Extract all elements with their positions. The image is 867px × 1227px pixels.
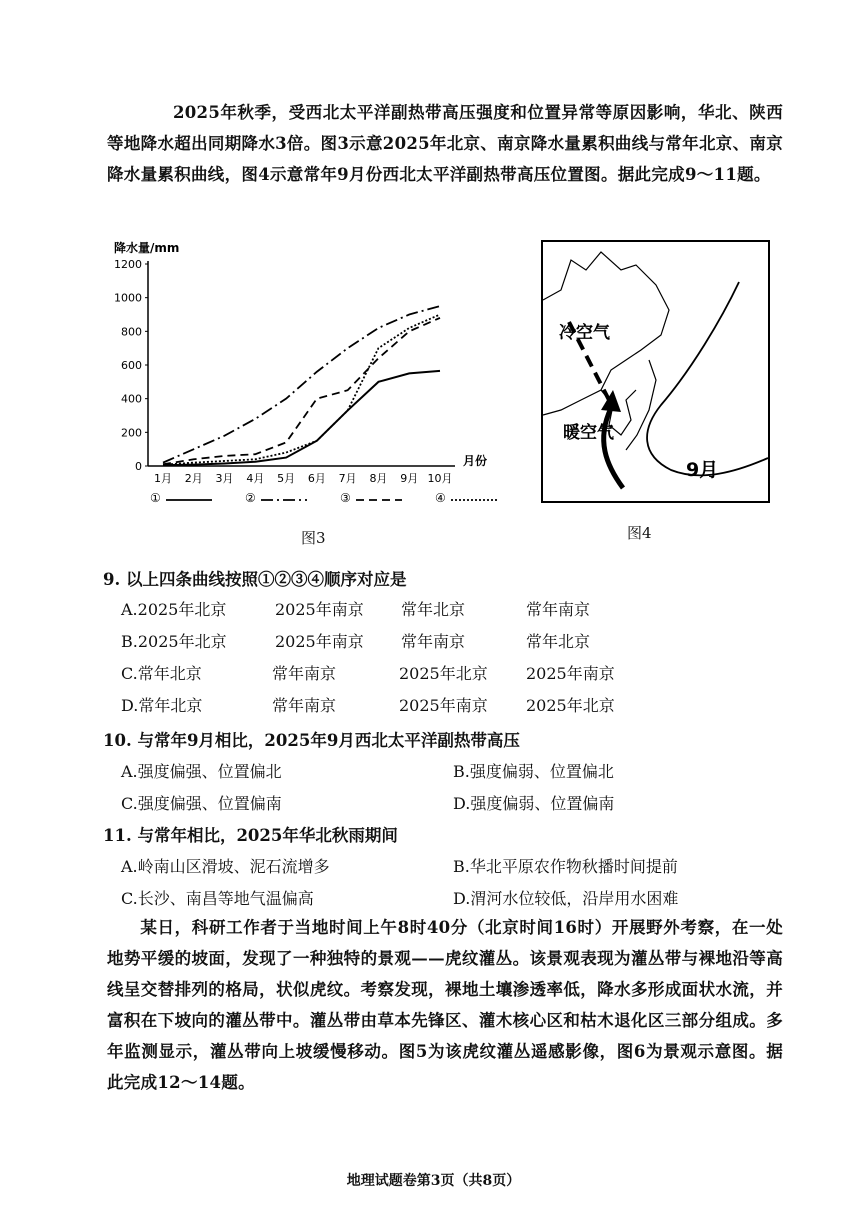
x-axis-ticks [154, 472, 453, 485]
q9-option-a-item: 常年南京 [526, 600, 591, 619]
legend [150, 491, 497, 505]
q9-option-a[interactable]: A.2025年北京 [121, 600, 227, 619]
map-frame [542, 241, 769, 502]
q9-option-d-item: 常年南京 [272, 696, 337, 715]
q9-option-c-item: 2025年北京 [399, 664, 488, 683]
x-tick-label: 8月 [369, 472, 388, 485]
q10-option-a[interactable]: A.强度偏强、位置偏北 [121, 762, 282, 781]
x-tick-label: 4月 [246, 472, 265, 485]
x-tick-label: 2月 [184, 472, 203, 485]
y-axis-ticks [114, 258, 148, 473]
q9-option-c-item: 2025年南京 [526, 664, 615, 683]
q10-option-b[interactable]: B.强度偏弱、位置偏北 [453, 762, 614, 781]
warm-air-label: 暖空气 [563, 423, 614, 443]
q11-option-b[interactable]: B.华北平原农作物秋播时间提前 [453, 857, 678, 876]
x-tick-label: 6月 [307, 472, 326, 485]
legend-label: ② [245, 491, 256, 505]
q9-option-d-item: 2025年北京 [526, 696, 615, 715]
q9-option-a-item: 2025年南京 [275, 600, 364, 619]
y-tick-label: 600 [121, 359, 142, 372]
q9-option-d[interactable]: D.常年北京 [121, 696, 203, 715]
q11-option-c[interactable]: C.长沙、南昌等地气温偏高 [121, 889, 314, 908]
q9-option-b-item: 常年北京 [526, 632, 591, 651]
cold-air-label: 冷空气 [559, 323, 610, 343]
q11-stem: 11. 与常年相比，2025年华北秋雨期间 [103, 826, 398, 845]
x-tick-label: 10月 [427, 472, 453, 485]
legend-label: ③ [340, 491, 351, 505]
q9-stem: 9. 以上四条曲线按照①②③④顺序对应是 [103, 570, 407, 589]
q9-option-d-item: 2025年南京 [399, 696, 488, 715]
q9-option-b-item: 2025年南京 [275, 632, 364, 651]
x-tick-label: 7月 [338, 472, 357, 485]
y-tick-label: 1000 [114, 291, 142, 305]
y-tick-label: 0 [135, 460, 142, 473]
page-footer: 地理试题卷第3页（共8页） [346, 1173, 521, 1189]
figure3-caption: 图3 [301, 529, 326, 547]
q10-option-c[interactable]: C.强度偏强、位置偏南 [121, 794, 282, 813]
q11-option-d[interactable]: D.渭河水位较低，沿岸用水困难 [453, 889, 679, 908]
q9-option-b-item: 常年南京 [401, 632, 466, 651]
q9-option-c[interactable]: C.常年北京 [121, 664, 202, 683]
x-tick-label: 9月 [400, 472, 419, 485]
series-lines [163, 306, 440, 465]
series-line-dashdot [163, 306, 440, 463]
q9-option-a-item: 常年北京 [401, 600, 466, 619]
q10-option-d[interactable]: D.强度偏弱、位置偏南 [453, 794, 615, 813]
y-tick-label: 200 [121, 426, 142, 440]
y-tick-label: 1200 [114, 258, 142, 271]
y-tick-label: 800 [121, 325, 142, 339]
figure4-map [541, 240, 771, 505]
q11-option-a[interactable]: A.岭南山区滑坡、泥石流增多 [121, 857, 330, 876]
intro-paragraph: 2025年秋季，受西北太平洋副热带高压强度和位置异常等原因影响，华北、陕西等地降水超出同期降水3倍。图3示意2025年北京、南京降水量累积曲线与常年北京、南京降水量累积曲线，图4示意常年9月份西北太平洋副热带高压位置图。据此完成9～11题。 [107, 103, 783, 184]
figure3-chart [100, 236, 520, 516]
x-tick-label: 5月 [277, 472, 296, 485]
legend-label: ④ [435, 491, 446, 505]
q10-stem: 10. 与常年9月相比，2025年9月西北太平洋副热带高压 [103, 731, 520, 750]
figure4-caption: 图4 [627, 524, 652, 542]
legend-label: ① [150, 491, 161, 505]
series-line-dashed [163, 318, 440, 464]
q9-option-b[interactable]: B.2025年北京 [121, 632, 227, 651]
passage-12-14: 某日，科研工作者于当地时间上午8时40分（北京时间16时）开展野外考察，在一处地势平缓的坡面，发现了一种独特的景观——虎纹灌丛。该景观表现为灌丛带与裸地沿等高线呈交替排列的格局，状似虎纹。考察发现，裸地土壤渗透率低，降水多形成面状水流，并富积在下坡向的灌丛带中。灌丛带由草本先锋区、灌木核心区和枯木退化区三部分组成。多年监测显示，灌丛带向上坡缓慢移动。图5为该虎纹灌丛遥感影像，图6为景观示意图。据此完成12～14题。 [107, 918, 783, 1092]
x-tick-label: 1月 [154, 472, 172, 485]
y-axis-label: 降水量/mm [114, 241, 180, 255]
q9-option-c-item: 常年南京 [272, 664, 337, 683]
x-axis-label: 月份 [463, 454, 488, 468]
series-line-dotted [163, 315, 440, 465]
x-tick-label: 3月 [215, 472, 234, 485]
y-tick-label: 400 [121, 392, 142, 406]
month-label: 9月 [686, 459, 719, 481]
